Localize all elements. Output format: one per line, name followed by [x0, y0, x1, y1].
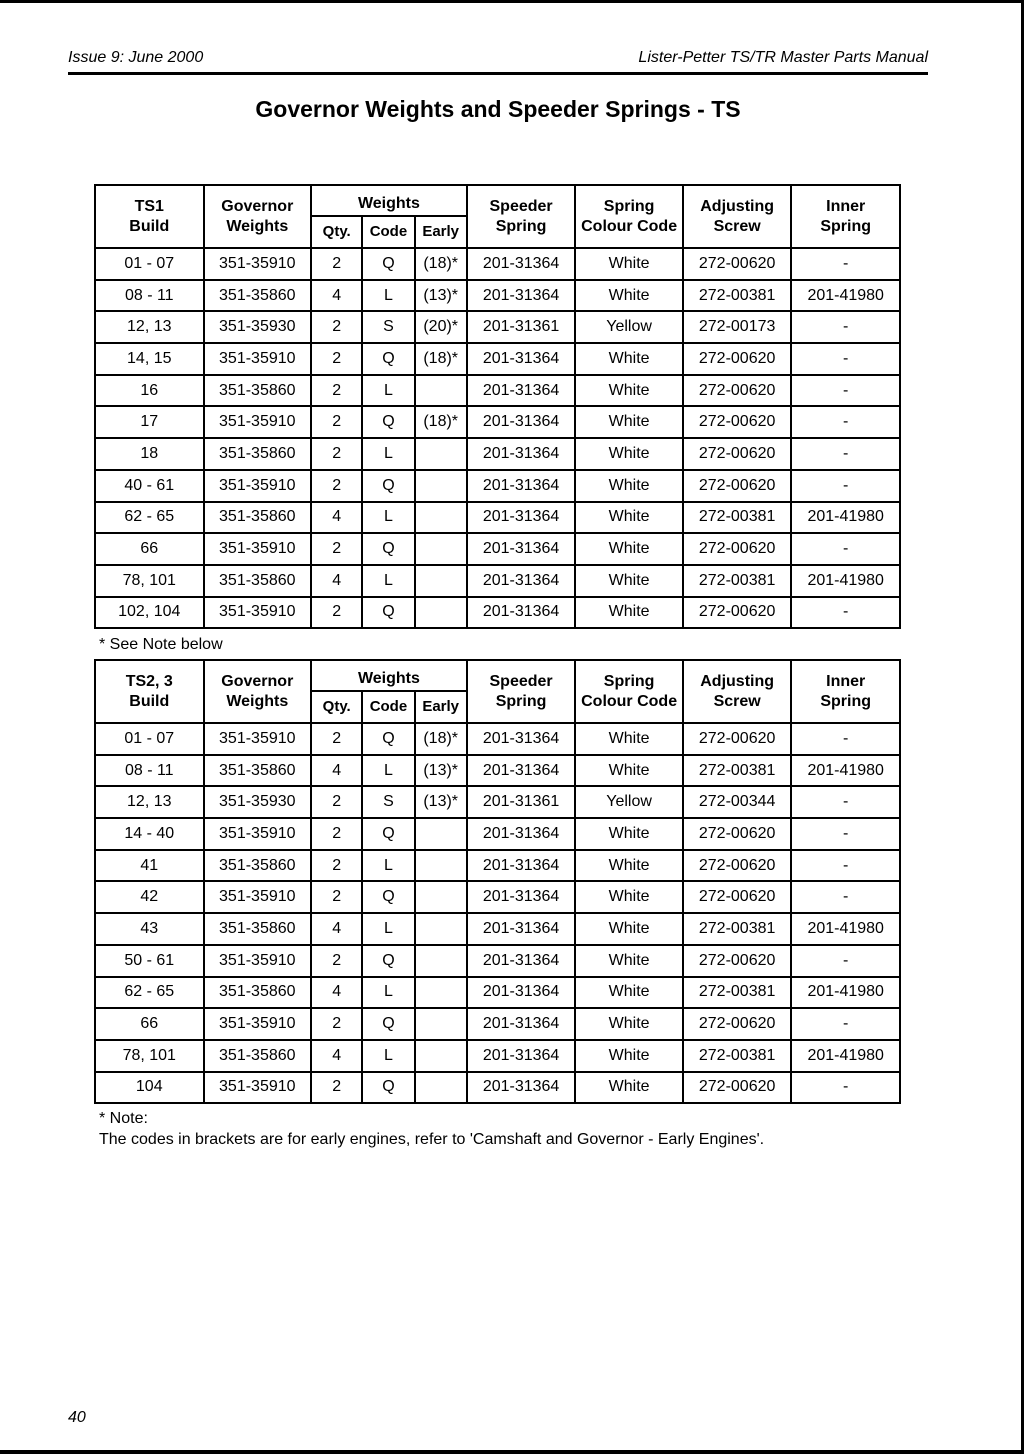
code-cell: Q: [362, 597, 414, 629]
governor-weights-cell: 351-35910: [204, 533, 312, 565]
adjusting-screw-cell: 272-00620: [683, 343, 792, 375]
adjusting-screw-cell: 272-00620: [683, 438, 792, 470]
inner-spring-cell: -: [791, 945, 900, 977]
table-row: [95, 565, 900, 597]
table-row: [95, 533, 900, 565]
spring-colour-cell: White: [575, 406, 683, 438]
code-cell: L: [362, 565, 414, 597]
adjusting-screw-cell: 272-00381: [683, 913, 792, 945]
inner-spring-cell: -: [791, 311, 900, 343]
adjusting-screw-cell: 272-00381: [683, 280, 792, 312]
build-cell: 62 - 65: [95, 977, 204, 1009]
inner-spring-cell: -: [791, 248, 900, 280]
adjusting-screw-cell: 272-00381: [683, 977, 792, 1009]
qty-cell: 2: [311, 406, 362, 438]
early-cell: [415, 597, 467, 629]
build-cell: 43: [95, 913, 204, 945]
qty-cell: 2: [311, 470, 362, 502]
early-cell: [415, 533, 467, 565]
speeder-spring-cell: 201-31361: [467, 311, 576, 343]
governor-weights-cell: 351-35910: [204, 470, 312, 502]
spring-colour-cell: Yellow: [575, 786, 683, 818]
governor-weights-cell: 351-35860: [204, 977, 312, 1009]
qty-cell: 2: [311, 786, 362, 818]
table-row: [95, 343, 900, 375]
spring-colour-cell: White: [575, 565, 683, 597]
adjusting-screw-cell: 272-00620: [683, 850, 792, 882]
inner-spring-cell: -: [791, 1072, 900, 1104]
inner-spring-cell: -: [791, 343, 900, 375]
spring-colour-cell: White: [575, 977, 683, 1009]
early-cell: (18)*: [415, 343, 467, 375]
build-cell: 01 - 07: [95, 723, 204, 755]
adjusting-screw-header: Adjusting Screw: [683, 660, 792, 723]
build-header: TS1 Build: [95, 185, 204, 248]
code-cell: Q: [362, 881, 414, 913]
governor-weights-cell: 351-35910: [204, 818, 312, 850]
build-cell: 50 - 61: [95, 945, 204, 977]
spring-colour-cell: White: [575, 755, 683, 787]
code-cell: S: [362, 786, 414, 818]
ts2-3-parts-table: [94, 659, 901, 1104]
qty-cell: 4: [311, 977, 362, 1009]
inner-spring-cell: -: [791, 818, 900, 850]
qty-cell: 4: [311, 913, 362, 945]
governor-weights-cell: 351-35860: [204, 280, 312, 312]
spring-colour-cell: White: [575, 248, 683, 280]
adjusting-screw-cell: 272-00620: [683, 470, 792, 502]
build-cell: 17: [95, 406, 204, 438]
speeder-spring-cell: 201-31364: [467, 406, 576, 438]
governor-weights-cell: 351-35860: [204, 375, 312, 407]
qty-cell: 4: [311, 280, 362, 312]
page-title: Governor Weights and Speeder Springs - TS: [255, 96, 741, 122]
speeder-spring-cell: 201-31364: [467, 248, 576, 280]
speeder-spring-cell: 201-31364: [467, 913, 576, 945]
code-cell: Q: [362, 1072, 414, 1104]
adjusting-screw-cell: 272-00381: [683, 1040, 792, 1072]
speeder-spring-cell: 201-31364: [467, 470, 576, 502]
early-cell: (18)*: [415, 406, 467, 438]
manual-title: Lister-Petter TS/TR Master Parts Manual: [638, 49, 928, 66]
build-cell: 66: [95, 1008, 204, 1040]
speeder-spring-cell: 201-31364: [467, 755, 576, 787]
speeder-spring-cell: 201-31364: [467, 375, 576, 407]
code-cell: L: [362, 755, 414, 787]
qty-cell: 2: [311, 850, 362, 882]
qty-cell: 4: [311, 1040, 362, 1072]
build-cell: 62 - 65: [95, 502, 204, 534]
early-cell: (18)*: [415, 248, 467, 280]
issue-date: Issue 9: June 2000: [68, 49, 204, 66]
speeder-spring-header: Speeder Spring: [467, 185, 576, 248]
table-body: [95, 723, 900, 1103]
governor-weights-cell: 351-35910: [204, 406, 312, 438]
adjusting-screw-cell: 272-00620: [683, 1072, 792, 1104]
qty-cell: 4: [311, 565, 362, 597]
build-cell: 18: [95, 438, 204, 470]
table-body: [95, 248, 900, 628]
code-cell: S: [362, 311, 414, 343]
spring-colour-cell: White: [575, 881, 683, 913]
adjusting-screw-cell: 272-00381: [683, 565, 792, 597]
speeder-spring-cell: 201-31364: [467, 1072, 576, 1104]
adjusting-screw-cell: 272-00620: [683, 375, 792, 407]
ts1-parts-table: [94, 184, 901, 629]
build-cell: 12, 13: [95, 311, 204, 343]
early-cell: [415, 977, 467, 1009]
governor-weights-header: Governor Weights: [204, 660, 312, 723]
spring-colour-cell: White: [575, 1040, 683, 1072]
table-row: [95, 406, 900, 438]
governor-weights-cell: 351-35860: [204, 438, 312, 470]
inner-spring-cell: 201-41980: [791, 1040, 900, 1072]
inner-spring-cell: -: [791, 533, 900, 565]
table-row: [95, 723, 900, 755]
table-row: [95, 1040, 900, 1072]
table-row: [95, 502, 900, 534]
speeder-spring-cell: 201-31364: [467, 1040, 576, 1072]
governor-weights-cell: 351-35860: [204, 850, 312, 882]
spring-colour-cell: White: [575, 1008, 683, 1040]
speeder-spring-cell: 201-31364: [467, 502, 576, 534]
spring-colour-cell: White: [575, 470, 683, 502]
table-row: [95, 1072, 900, 1104]
adjusting-screw-cell: 272-00620: [683, 881, 792, 913]
spring-colour-cell: White: [575, 502, 683, 534]
spring-colour-cell: White: [575, 913, 683, 945]
spring-colour-cell: White: [575, 597, 683, 629]
speeder-spring-header: Speeder Spring: [467, 660, 576, 723]
spring-colour-code-header: Spring Colour Code: [575, 660, 683, 723]
table-row: [95, 850, 900, 882]
code-cell: Q: [362, 945, 414, 977]
inner-spring-cell: -: [791, 786, 900, 818]
code-cell: Q: [362, 406, 414, 438]
qty-cell: 2: [311, 945, 362, 977]
governor-weights-cell: 351-35910: [204, 248, 312, 280]
build-cell: 01 - 07: [95, 248, 204, 280]
early-cell: [415, 565, 467, 597]
build-cell: 42: [95, 881, 204, 913]
build-cell: 104: [95, 1072, 204, 1104]
early-cell: (13)*: [415, 786, 467, 818]
qty-cell: 2: [311, 818, 362, 850]
table-row: [95, 280, 900, 312]
page-number: 40: [68, 1409, 86, 1426]
qty-cell: 2: [311, 311, 362, 343]
spring-colour-cell: White: [575, 533, 683, 565]
code-cell: L: [362, 280, 414, 312]
adjusting-screw-cell: 272-00381: [683, 502, 792, 534]
inner-spring-cell: 201-41980: [791, 913, 900, 945]
adjusting-screw-cell: 272-00620: [683, 945, 792, 977]
table-row: [95, 945, 900, 977]
inner-spring-cell: 201-41980: [791, 977, 900, 1009]
speeder-spring-cell: 201-31364: [467, 977, 576, 1009]
weights-header: Weights: [311, 185, 467, 216]
spring-colour-cell: White: [575, 280, 683, 312]
qty-cell: 2: [311, 343, 362, 375]
governor-weights-cell: 351-35910: [204, 343, 312, 375]
inner-spring-cell: -: [791, 375, 900, 407]
qty-cell: 2: [311, 1072, 362, 1104]
table-row: [95, 1008, 900, 1040]
table-row: [95, 438, 900, 470]
inner-spring-cell: -: [791, 406, 900, 438]
speeder-spring-cell: 201-31364: [467, 850, 576, 882]
early-cell: [415, 438, 467, 470]
early-cell: [415, 502, 467, 534]
qty-cell: 4: [311, 755, 362, 787]
spring-colour-cell: White: [575, 1072, 683, 1104]
page-border-bottom: [0, 1450, 1024, 1454]
qty-cell: 2: [311, 248, 362, 280]
build-cell: 08 - 11: [95, 280, 204, 312]
qty-header: Qty.: [311, 691, 362, 723]
spring-colour-cell: Yellow: [575, 311, 683, 343]
speeder-spring-cell: 201-31364: [467, 565, 576, 597]
code-cell: Q: [362, 723, 414, 755]
table-row: [95, 818, 900, 850]
code-cell: Q: [362, 470, 414, 502]
governor-weights-cell: 351-35860: [204, 913, 312, 945]
governor-weights-cell: 351-35910: [204, 1072, 312, 1104]
build-cell: 66: [95, 533, 204, 565]
early-cell: [415, 850, 467, 882]
code-cell: L: [362, 977, 414, 1009]
inner-spring-cell: -: [791, 597, 900, 629]
speeder-spring-cell: 201-31361: [467, 786, 576, 818]
early-cell: [415, 375, 467, 407]
speeder-spring-cell: 201-31364: [467, 818, 576, 850]
adjusting-screw-cell: 272-00620: [683, 597, 792, 629]
governor-weights-cell: 351-35930: [204, 311, 312, 343]
code-header: Code: [362, 216, 414, 248]
weights-header: Weights: [311, 660, 467, 691]
inner-spring-cell: -: [791, 723, 900, 755]
code-cell: L: [362, 502, 414, 534]
inner-spring-cell: 201-41980: [791, 565, 900, 597]
build-cell: 41: [95, 850, 204, 882]
code-cell: L: [362, 850, 414, 882]
qty-cell: 2: [311, 881, 362, 913]
early-cell: [415, 818, 467, 850]
early-cell: [415, 1072, 467, 1104]
see-note: * See Note below: [99, 636, 223, 653]
adjusting-screw-cell: 272-00620: [683, 533, 792, 565]
qty-cell: 2: [311, 375, 362, 407]
code-header: Code: [362, 691, 414, 723]
build-cell: 08 - 11: [95, 755, 204, 787]
code-cell: Q: [362, 1008, 414, 1040]
spring-colour-cell: White: [575, 438, 683, 470]
inner-spring-cell: -: [791, 850, 900, 882]
governor-weights-cell: 351-35910: [204, 597, 312, 629]
early-cell: [415, 1040, 467, 1072]
code-cell: L: [362, 913, 414, 945]
governor-weights-cell: 351-35860: [204, 502, 312, 534]
qty-cell: 2: [311, 533, 362, 565]
spring-colour-cell: White: [575, 818, 683, 850]
table-row: [95, 597, 900, 629]
governor-weights-header: Governor Weights: [204, 185, 312, 248]
adjusting-screw-cell: 272-00620: [683, 818, 792, 850]
speeder-spring-cell: 201-31364: [467, 945, 576, 977]
table-row: [95, 470, 900, 502]
adjusting-screw-cell: 272-00620: [683, 1008, 792, 1040]
speeder-spring-cell: 201-31364: [467, 533, 576, 565]
adjusting-screw-cell: 272-00381: [683, 755, 792, 787]
adjusting-screw-cell: 272-00620: [683, 723, 792, 755]
table-row: [95, 881, 900, 913]
code-cell: Q: [362, 818, 414, 850]
early-cell: [415, 470, 467, 502]
build-cell: 12, 13: [95, 786, 204, 818]
spring-colour-cell: White: [575, 343, 683, 375]
early-cell: (13)*: [415, 280, 467, 312]
code-cell: Q: [362, 248, 414, 280]
build-cell: 14, 15: [95, 343, 204, 375]
table-row: [95, 913, 900, 945]
speeder-spring-cell: 201-31364: [467, 280, 576, 312]
table-row: [95, 786, 900, 818]
early-cell: [415, 881, 467, 913]
build-cell: 102, 104: [95, 597, 204, 629]
build-cell: 40 - 61: [95, 470, 204, 502]
early-cell: [415, 913, 467, 945]
note-text: The codes in brackets are for early engines, refer to 'Camshaft and Governor - Early Engines'.: [99, 1131, 765, 1148]
spring-colour-cell: White: [575, 723, 683, 755]
table-row: [95, 755, 900, 787]
early-header: Early: [415, 216, 467, 248]
table-row: [95, 977, 900, 1009]
spring-colour-cell: White: [575, 375, 683, 407]
inner-spring-cell: 201-41980: [791, 755, 900, 787]
table-row: [95, 311, 900, 343]
qty-cell: 4: [311, 502, 362, 534]
inner-spring-cell: -: [791, 881, 900, 913]
qty-header: Qty.: [311, 216, 362, 248]
inner-spring-header: Inner Spring: [791, 660, 900, 723]
code-cell: L: [362, 438, 414, 470]
governor-weights-cell: 351-35910: [204, 723, 312, 755]
speeder-spring-cell: 201-31364: [467, 343, 576, 375]
inner-spring-cell: 201-41980: [791, 280, 900, 312]
inner-spring-cell: -: [791, 438, 900, 470]
build-cell: 78, 101: [95, 565, 204, 597]
adjusting-screw-header: Adjusting Screw: [683, 185, 792, 248]
build-cell: 14 - 40: [95, 818, 204, 850]
code-cell: Q: [362, 533, 414, 565]
code-cell: L: [362, 1040, 414, 1072]
governor-weights-cell: 351-35910: [204, 881, 312, 913]
speeder-spring-cell: 201-31364: [467, 881, 576, 913]
speeder-spring-cell: 201-31364: [467, 597, 576, 629]
inner-spring-cell: 201-41980: [791, 502, 900, 534]
page-border-top: [0, 0, 1024, 3]
build-cell: 78, 101: [95, 1040, 204, 1072]
spring-colour-cell: White: [575, 850, 683, 882]
early-cell: (18)*: [415, 723, 467, 755]
spring-colour-code-header: Spring Colour Code: [575, 185, 683, 248]
adjusting-screw-cell: 272-00344: [683, 786, 792, 818]
note-label: * Note:: [99, 1110, 148, 1127]
early-cell: (13)*: [415, 755, 467, 787]
qty-cell: 2: [311, 1008, 362, 1040]
inner-spring-header: Inner Spring: [791, 185, 900, 248]
table-row: [95, 248, 900, 280]
speeder-spring-cell: 201-31364: [467, 438, 576, 470]
adjusting-screw-cell: 272-00620: [683, 406, 792, 438]
qty-cell: 2: [311, 438, 362, 470]
build-cell: 16: [95, 375, 204, 407]
inner-spring-cell: -: [791, 470, 900, 502]
speeder-spring-cell: 201-31364: [467, 1008, 576, 1040]
adjusting-screw-cell: 272-00620: [683, 248, 792, 280]
governor-weights-cell: 351-35860: [204, 755, 312, 787]
early-cell: (20)*: [415, 311, 467, 343]
table-row: [95, 375, 900, 407]
governor-weights-cell: 351-35860: [204, 1040, 312, 1072]
code-cell: L: [362, 375, 414, 407]
build-header: TS2, 3 Build: [95, 660, 204, 723]
early-cell: [415, 945, 467, 977]
governor-weights-cell: 351-35910: [204, 1008, 312, 1040]
qty-cell: 2: [311, 597, 362, 629]
header-rule: [68, 72, 928, 75]
early-cell: [415, 1008, 467, 1040]
code-cell: Q: [362, 343, 414, 375]
governor-weights-cell: 351-35910: [204, 945, 312, 977]
early-header: Early: [415, 691, 467, 723]
governor-weights-cell: 351-35860: [204, 565, 312, 597]
speeder-spring-cell: 201-31364: [467, 723, 576, 755]
spring-colour-cell: White: [575, 945, 683, 977]
qty-cell: 2: [311, 723, 362, 755]
inner-spring-cell: -: [791, 1008, 900, 1040]
governor-weights-cell: 351-35930: [204, 786, 312, 818]
adjusting-screw-cell: 272-00173: [683, 311, 792, 343]
